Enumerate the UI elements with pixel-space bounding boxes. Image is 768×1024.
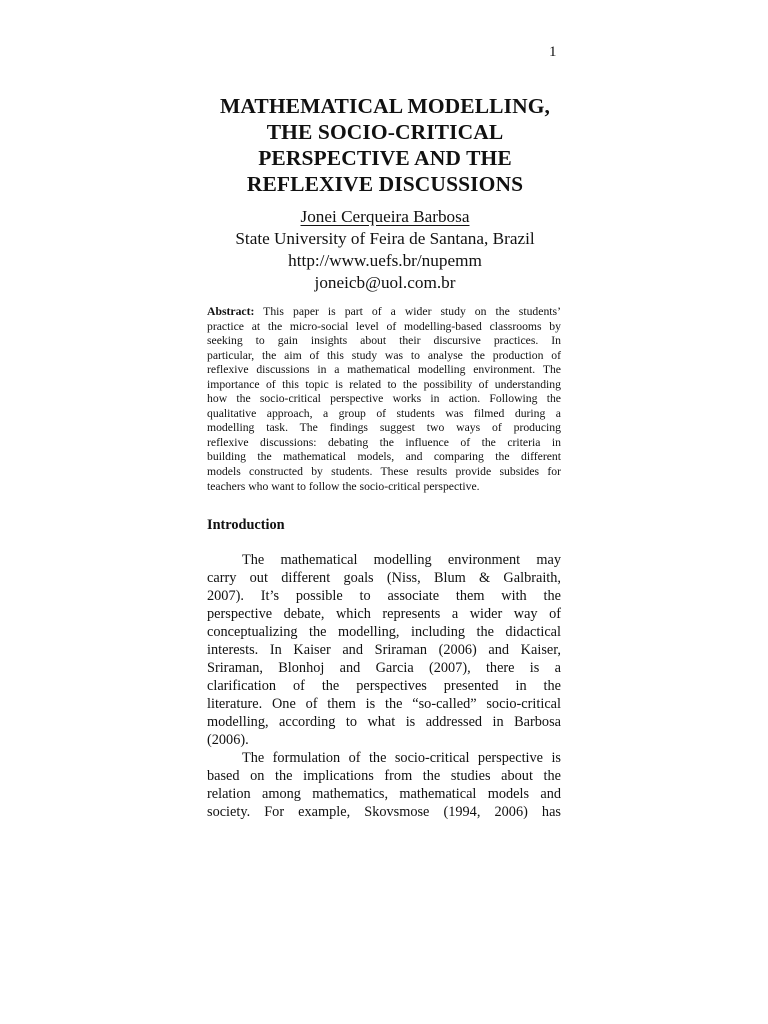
abstract-text: This paper is part of a wider study on the students’ [254,305,561,318]
author-email[interactable]: joneicb@uol.com.br [314,273,456,292]
section-heading-introduction: Introduction [207,517,285,533]
abstract-line: how the socio-critical perspective works in action. Following the [207,392,561,406]
body-line: The formulation of the socio-critical perspective is [242,750,561,766]
body-line: relation among mathematics, mathematical models and [207,786,561,802]
abstract-line: building the mathematical models, and comparing the different [207,450,561,464]
body-line: perspective debate, which represents a wider way of [207,606,561,622]
author-affiliation: State University of Feira de Santana, Brazil [235,229,535,248]
paper-title [207,93,563,197]
body-line: conceptualizing the modelling, including the didactical [207,624,561,640]
body-line: clarification of the perspectives presented in the [207,678,561,694]
author-name: Jonei Cerqueira Barbosa [300,207,470,226]
author-info [207,206,563,294]
abstract-line: seeking to gain insights about their discursive practices. In [207,334,561,348]
introduction-body [207,551,561,821]
abstract-line: teachers who want to follow the socio-critical perspective. [207,479,480,493]
abstract-line: reflexive discussions in a mathematical modelling environment. The [207,363,561,377]
abstract-line [207,305,561,320]
body-line: based on the implications from the studies about the [207,768,561,784]
body-line: society. For example, Skovsmose (1994, 2006) has [207,804,561,820]
title-line: PERSPECTIVE AND THE [258,146,512,170]
body-line: modelling, according to what is addressed in Barbosa [207,714,561,730]
body-line: Sriraman, Blonhoj and Garcia (2007), there is a [207,660,561,676]
abstract-label: Abstract: [207,305,255,318]
abstract-line: practice at the micro-social level of modelling-based classrooms by [207,319,561,333]
abstract-line: qualitative approach, a group of students was filmed during a [207,406,561,420]
abstract-line: importance of this topic is related to the possibility of understanding [207,377,561,391]
body-line: carry out different goals (Niss, Blum & Galbraith, [207,570,561,586]
page-number: 1 [549,44,557,60]
abstract-line: reflexive discussions: debating the influence of the criteria in [207,435,561,449]
body-line: The mathematical modelling environment may [242,552,561,568]
body-line: (2006). [207,732,249,748]
title-line: MATHEMATICAL MODELLING, [220,94,550,118]
author-url[interactable]: http://www.uefs.br/nupemm [288,251,482,270]
abstract [207,305,561,494]
title-line: THE SOCIO-CRITICAL [266,120,504,144]
title-line: REFLEXIVE DISCUSSIONS [246,172,524,196]
body-line: 2007). It’s possible to associate them with the [207,588,561,604]
body-line: literature. One of them is the “so-called” socio-critical [207,696,561,712]
abstract-line: models constructed by students. These results provide subsides for [207,465,561,479]
abstract-line: modelling task. The findings suggest two ways of producing [207,421,561,435]
abstract-line: particular, the aim of this study was to analyse the production of [207,348,561,362]
author-name-line [207,206,563,228]
body-line: interests. In Kaiser and Sriraman (2006) and Kaiser, [207,642,561,658]
